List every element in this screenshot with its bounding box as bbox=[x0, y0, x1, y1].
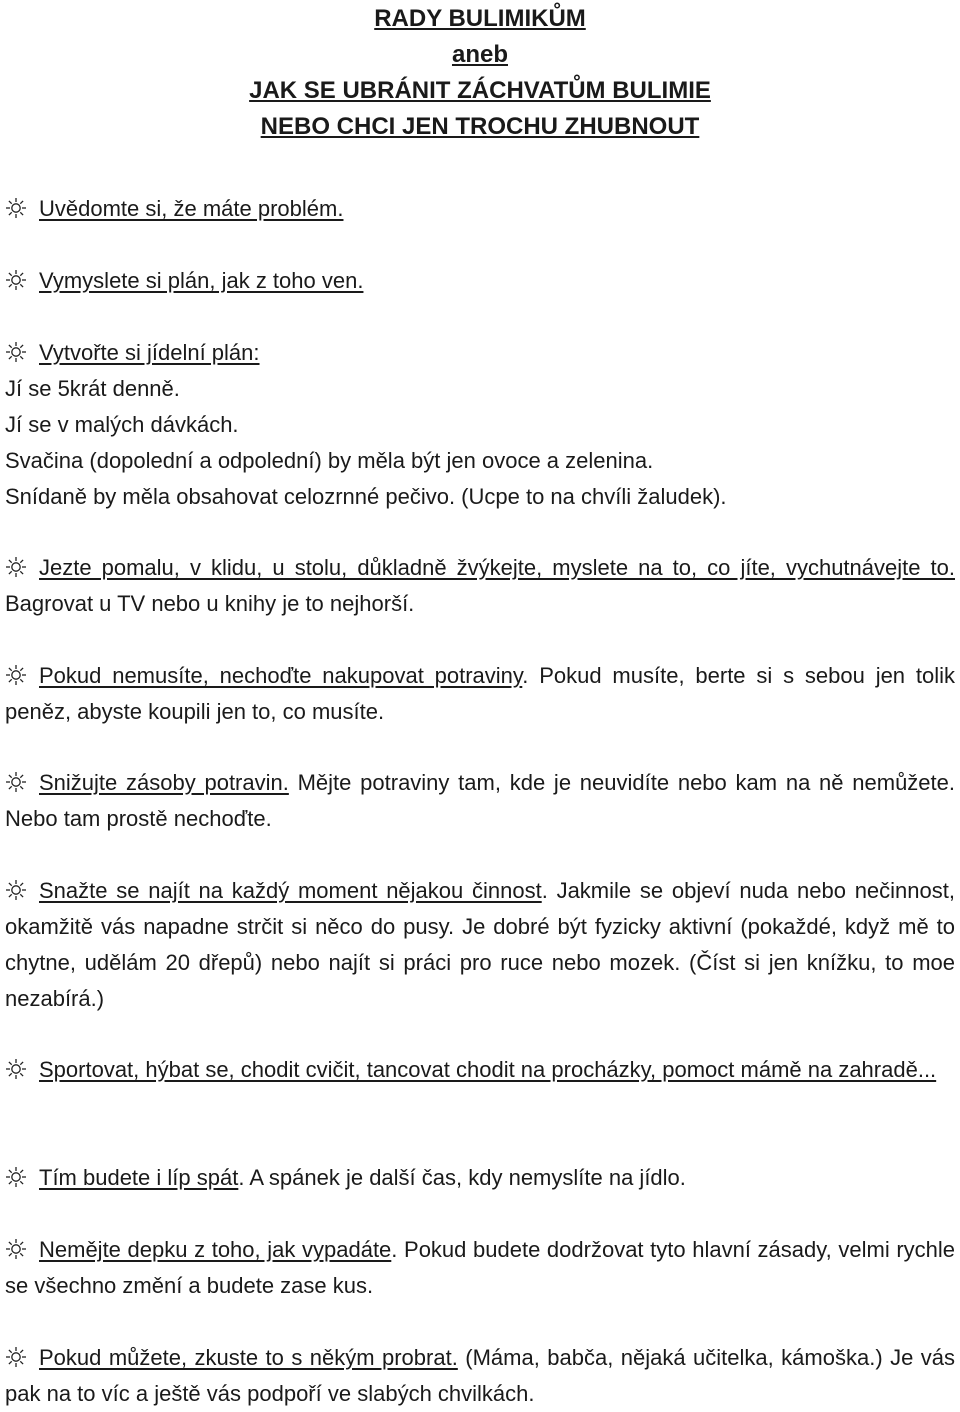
advice-heading: Vymyslete si plán, jak z toho ven. bbox=[39, 268, 364, 293]
advice-detail: . Jakmile se objeví nuda nebo nečinnost, okamžitě vás napadne strčit si něco do pusy. Je dobré být fyzicky aktivní (pokaždé, když mě to chytne, udělám 20 dřepů) nebo najít si práci pro ruce nebo mozek. (Číst si jen knížku, to moe nezabírá.) bbox=[5, 878, 955, 1011]
advice-item bbox=[5, 1052, 955, 1088]
meal-plan-line: Jí se 5krát denně. bbox=[5, 376, 180, 401]
advice-heading: Uvědomte si, že máte problém. bbox=[39, 196, 344, 221]
advice-detail: Bagrovat u TV nebo u knihy je to nejhorší. bbox=[5, 591, 415, 616]
sun-icon bbox=[5, 664, 27, 686]
advice-heading: Vytvořte si jídelní plán: bbox=[39, 340, 260, 365]
meal-plan-line: Snídaně by měla obsahovat celozrnné pečivo. (Ucpe to na chvíli žaludek). bbox=[5, 484, 727, 509]
sun-icon bbox=[5, 556, 27, 578]
advice-item bbox=[5, 263, 955, 299]
advice-item bbox=[5, 191, 955, 227]
advice-text bbox=[5, 1340, 955, 1412]
sun-icon bbox=[5, 1058, 27, 1080]
sun-icon bbox=[5, 771, 27, 793]
advice-detail: Mějte potraviny tam, kde je neuvidíte nebo kam na ně nemůžete. Nebo tam prostě nechoďte. bbox=[5, 770, 956, 831]
sun-icon bbox=[5, 1346, 27, 1368]
sun-icon bbox=[5, 1166, 27, 1188]
advice-item bbox=[5, 658, 955, 730]
sun-icon bbox=[5, 879, 27, 901]
advice-text bbox=[5, 335, 955, 371]
advice-item bbox=[5, 1232, 955, 1304]
meal-plan-line: Jí se v malých dávkách. bbox=[5, 412, 239, 437]
advice-detail: . Pokud budete dodržovat tyto hlavní zásady, velmi rychle se všechno změní a budete zase kus. bbox=[5, 1237, 956, 1298]
advice-text bbox=[5, 1232, 955, 1304]
advice-item bbox=[5, 550, 955, 622]
advice-detail: (Máma, babča, nějaká učitelka, kámoška.) Je vás pak na to víc a ještě vás podpoří ve slabých chvilkách. bbox=[5, 1345, 955, 1406]
sun-icon bbox=[5, 269, 27, 291]
title-line-3: JAK SE UBRÁNIT ZÁCHVATŮM BULIMIE bbox=[249, 77, 711, 104]
advice-heading: Tím budete i líp spát bbox=[39, 1165, 239, 1190]
document-title bbox=[5, 1, 955, 145]
title-line-1: RADY BULIMIKŮM bbox=[374, 5, 586, 32]
sun-icon bbox=[5, 341, 27, 363]
advice-item bbox=[5, 1160, 955, 1196]
meal-plan-line: Svačina (dopolední a odpolední) by měla být jen ovoce a zelenina. bbox=[5, 448, 654, 473]
advice-heading: Sportovat, hýbat se, chodit cvičit, tancovat chodit na procházky, pomoct mámě na zahradě... bbox=[39, 1057, 937, 1082]
advice-text bbox=[5, 1052, 955, 1088]
advice-item bbox=[5, 765, 955, 837]
advice-heading: Snažte se najít na každý moment nějakou činnost bbox=[39, 878, 542, 903]
advice-text bbox=[5, 263, 955, 299]
sun-icon bbox=[5, 1238, 27, 1260]
advice-text bbox=[5, 1160, 955, 1196]
document-page bbox=[5, 0, 956, 1406]
advice-item bbox=[5, 873, 955, 1017]
advice-detail: . A spánek je další čas, kdy nemyslíte na jídlo. bbox=[238, 1165, 686, 1190]
advice-heading: Jezte pomalu, v klidu, u stolu, důkladně žvýkejte, myslete na to, co jíte, vychutnávejte to. bbox=[39, 555, 955, 580]
title-line-2: aneb bbox=[451, 41, 508, 68]
advice-text bbox=[5, 765, 955, 837]
advice-heading: Pokud nemusíte, nechoďte nakupovat potraviny bbox=[39, 663, 523, 688]
title-line-4: NEBO CHCI JEN TROCHU ZHUBNOUT bbox=[260, 113, 700, 140]
advice-detail: . Pokud musíte, berte si s sebou jen tolik peněz, abyste koupili jen to, co musíte. bbox=[5, 663, 956, 724]
advice-text bbox=[5, 658, 955, 730]
advice-text bbox=[5, 873, 955, 1017]
advice-heading: Nemějte depku z toho, jak vypadáte bbox=[39, 1237, 392, 1262]
advice-heading: Snižujte zásoby potravin. bbox=[39, 770, 289, 795]
advice-text bbox=[5, 550, 955, 622]
advice-item bbox=[5, 1340, 955, 1412]
sun-icon bbox=[5, 197, 27, 219]
advice-item bbox=[5, 335, 955, 515]
advice-text bbox=[5, 191, 955, 227]
advice-heading: Pokud můžete, zkuste to s někým probrat. bbox=[39, 1345, 458, 1370]
